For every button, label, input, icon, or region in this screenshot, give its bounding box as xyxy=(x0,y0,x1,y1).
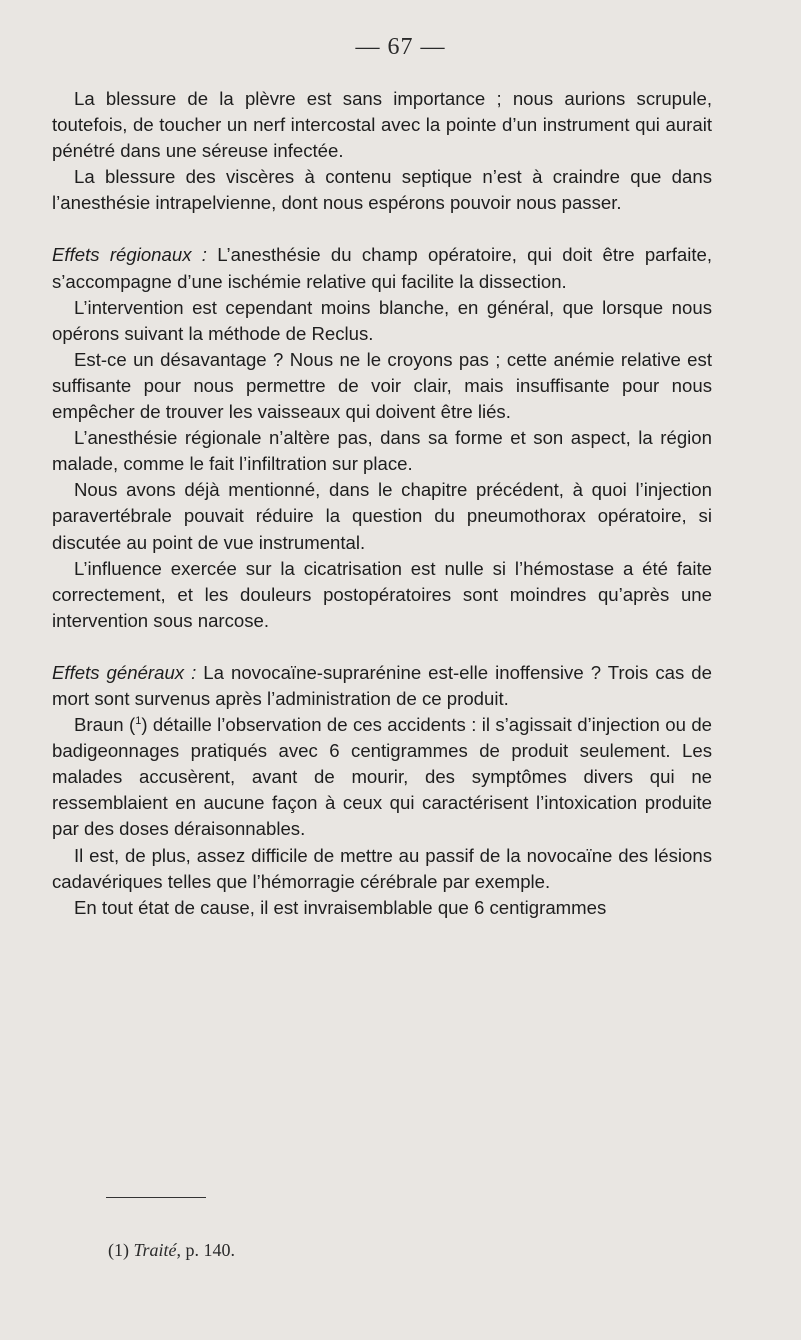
paragraph-text: L’influence exercée sur la cicatrisation est nulle si l’hémostase a été faite correctement, et les douleurs postopératoires sont moindres qu’après une intervention sous narcose. xyxy=(52,557,712,631)
paragraph-text: La blessure de la plèvre est sans importance ; nous aurions scrupule, toutefois, de toucher un nerf intercostal avec la pointe d’un instrument qui aurait pénétré dans une séreuse infectée. xyxy=(52,88,712,162)
paragraph-text: L’intervention est cependant moins blanche, en général, que lorsque nous opérons suivant la méthode de Reclus. xyxy=(52,296,712,344)
paragraph-text: Il est, de plus, assez difficile de mettre au passif de la novocaïne des lésions cadavériques telles que l’hémorragie cérébrale par exemple. xyxy=(52,844,712,892)
footnote-reference: 1 xyxy=(135,714,142,727)
body-text xyxy=(52,86,712,921)
paragraph-2 xyxy=(52,164,712,216)
paragraph-text: La blessure des viscères à contenu septique n’est à craindre que dans l’anesthésie intrapelvienne, dont nous espérons pouvoir nous passer. xyxy=(52,166,712,214)
paragraph-text: Braun ( xyxy=(74,714,136,736)
page-number: — 67 — xyxy=(355,34,446,60)
paragraph-5 xyxy=(52,347,712,425)
paragraph-text: La novocaïne-suprarénine est-elle inoffensive ? Trois cas de mort sont survenus après l’administration de ce produit. xyxy=(52,661,712,709)
paragraph-12 xyxy=(52,895,712,921)
paragraph-7 xyxy=(52,477,712,555)
footnote-divider xyxy=(106,1197,206,1198)
paragraph-1 xyxy=(52,86,712,164)
footnote-title: Traité xyxy=(133,1240,177,1260)
footnote-text: , p. 140. xyxy=(176,1240,236,1260)
section-lead-in: Effets généraux : xyxy=(52,661,197,683)
footnote xyxy=(108,1240,235,1261)
section-lead-in: Effets régionaux : xyxy=(52,244,207,266)
paragraph-text: En tout état de cause, il est invraisemblable que 6 centigrammes xyxy=(74,896,607,918)
paragraph-text: ) détaille l’observation de ces accidents : il s’agissait d’injection ou de badigeonnages pratiqués avec 6 centigrammes de produit seulement. Les malades accusèrent, avant de mourir, des symptômes divers qui ne ressemblaient en aucune façon à ceux qui caractérisent l’intoxication produite par des doses déraisonnables. xyxy=(52,714,712,840)
paragraph-6 xyxy=(52,425,712,477)
paragraph-text: L’anesthésie du champ opératoire, qui doit être parfaite, s’accompagne d’une ischémie relative qui facilite la dissection. xyxy=(52,244,713,292)
paragraph-11 xyxy=(52,843,712,895)
paragraph-effets-generaux xyxy=(52,660,712,712)
footnote-mark: (1) xyxy=(108,1240,129,1260)
paragraph-10 xyxy=(52,712,712,842)
paragraph-4 xyxy=(52,295,712,347)
paragraph-effets-regionaux xyxy=(52,242,712,294)
paragraph-text: L’anesthésie régionale n’altère pas, dans sa forme et son aspect, la région malade, comme le fait l’infiltration sur place. xyxy=(52,427,712,475)
paragraph-8 xyxy=(52,556,712,634)
paragraph-text: Nous avons déjà mentionné, dans le chapitre précédent, à quoi l’injection paravertébrale pouvait réduire la question du pneumothorax opératoire, si discutée au point de vue instrumental. xyxy=(52,479,712,553)
paragraph-text: Est-ce un désavantage ? Nous ne le croyons pas ; cette anémie relative est suffisante pour nous permettre de voir clair, mais insuffisante pour nous empêcher de trouver les vaisseaux qui doivent être liés. xyxy=(52,348,712,423)
